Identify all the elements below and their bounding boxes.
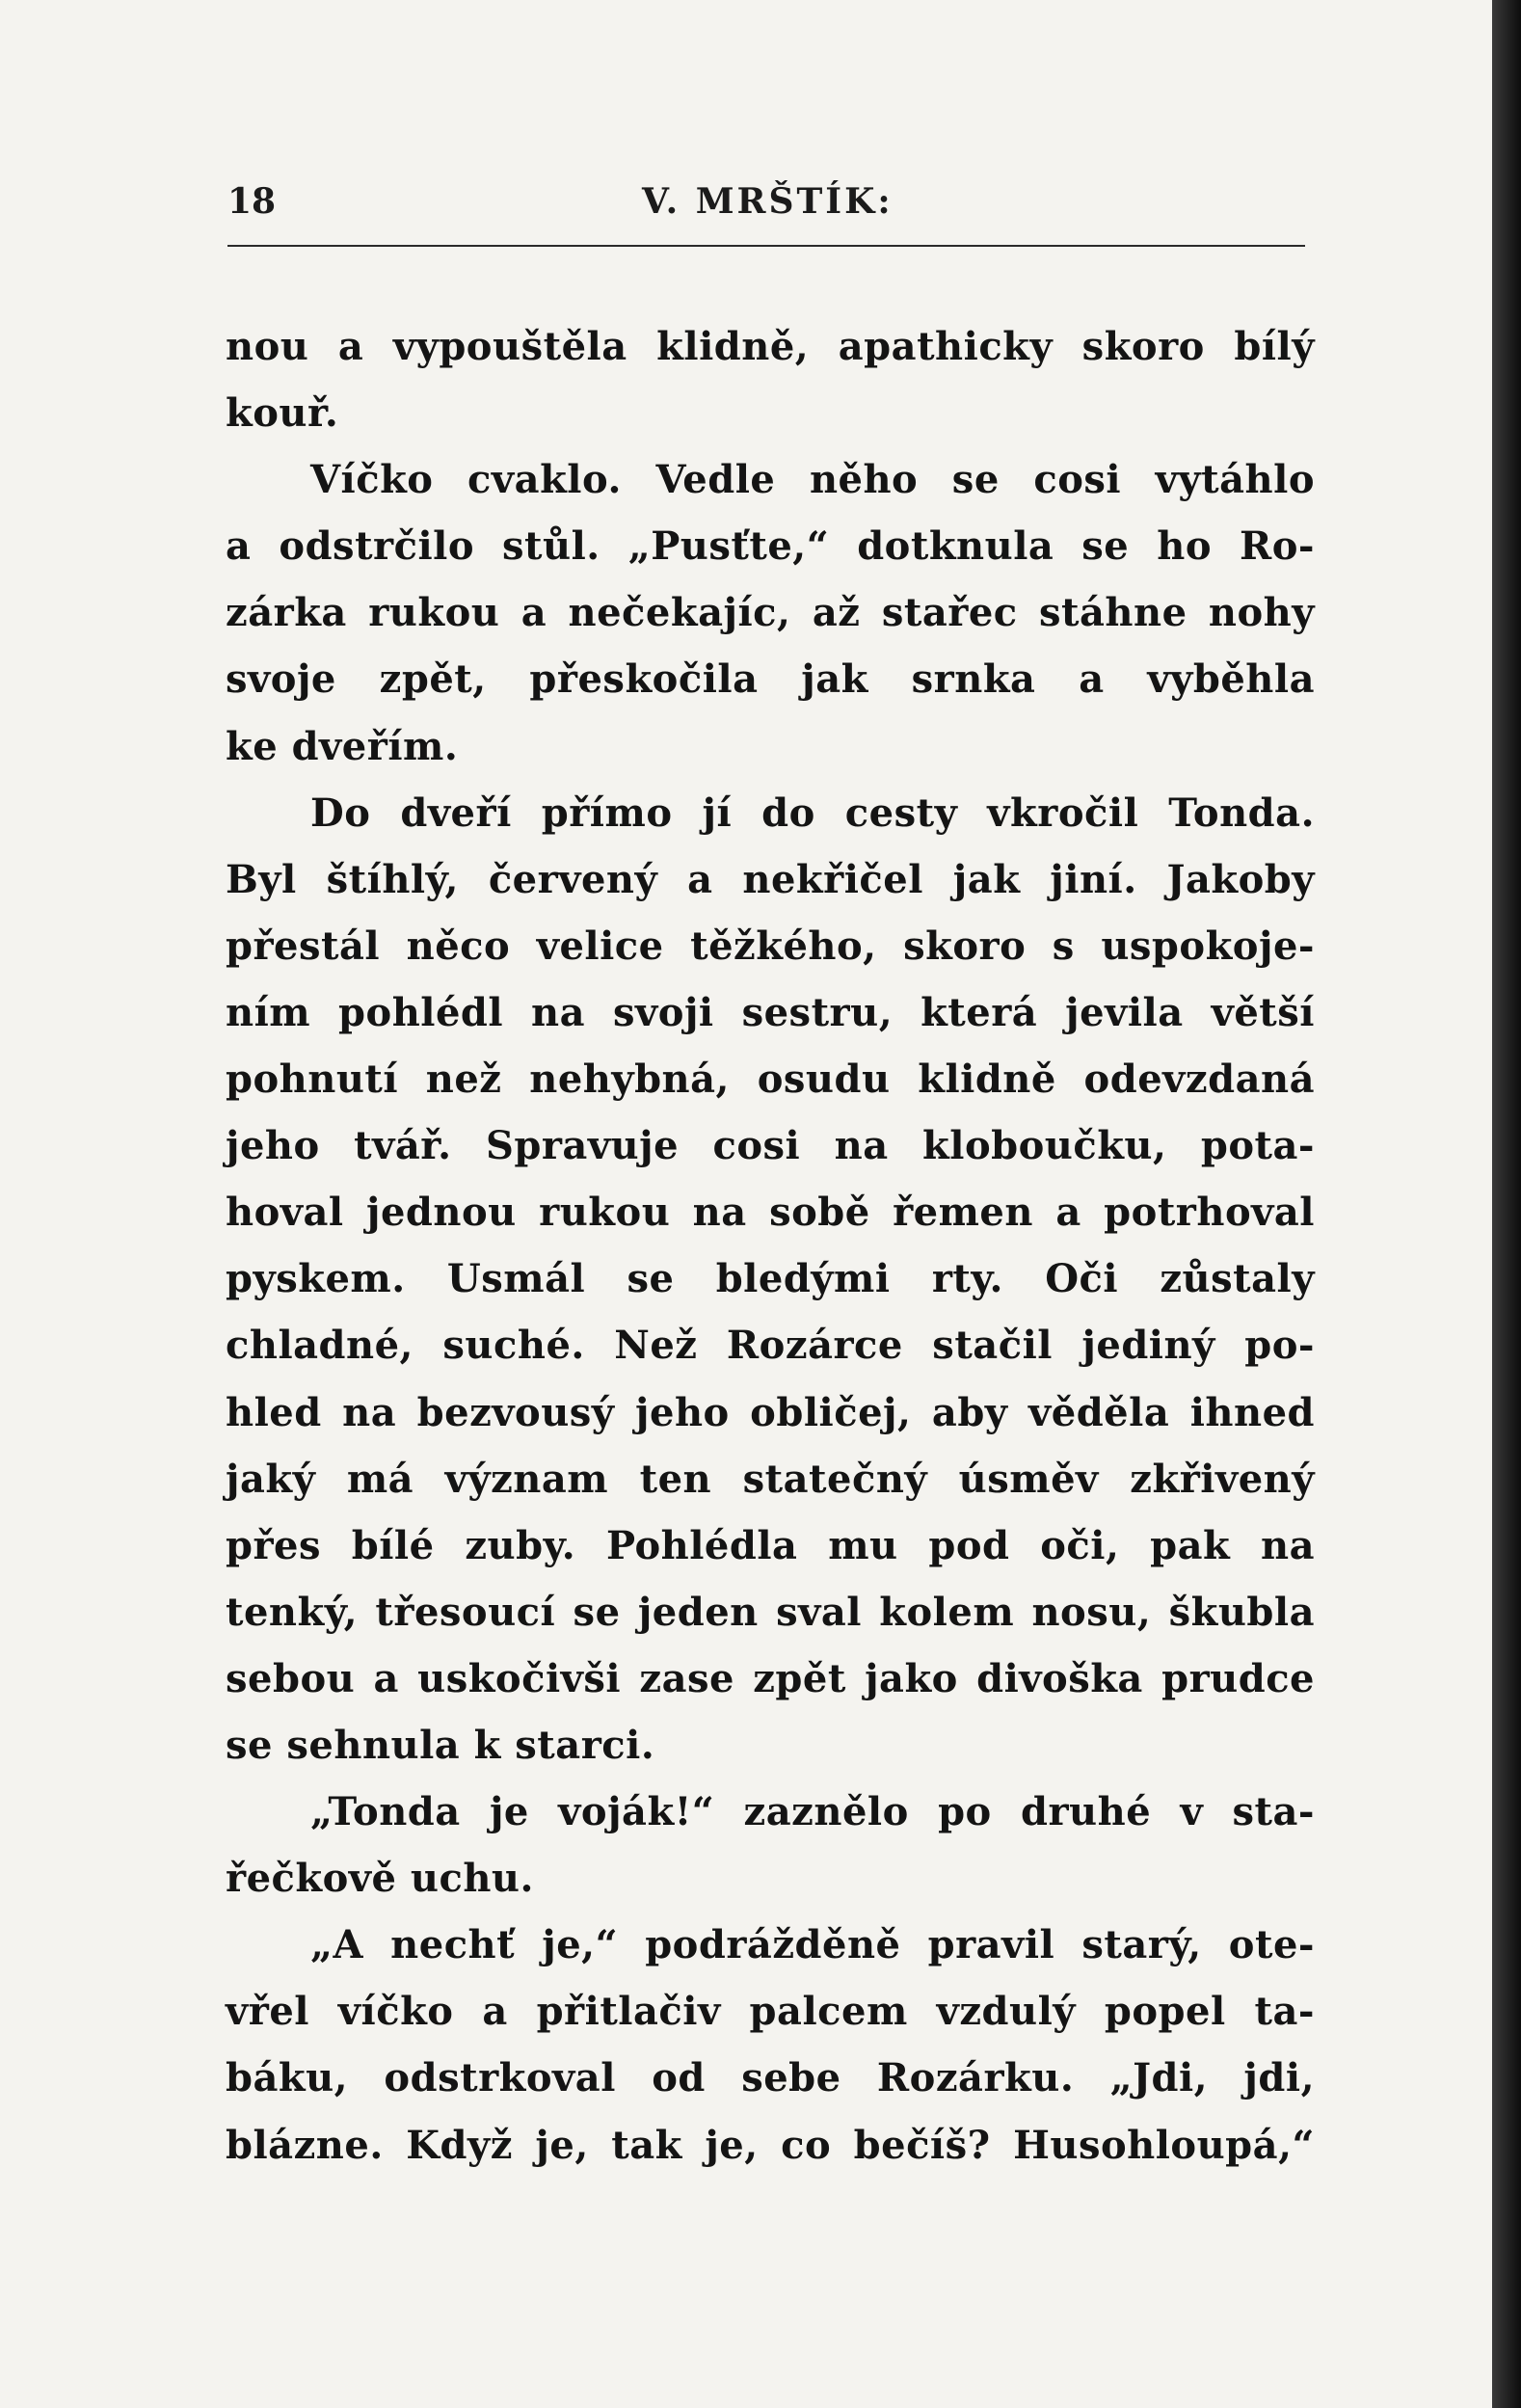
text-line: řečkově uchu.: [226, 1856, 534, 1902]
text-line: Víčko cvaklo. Vedle něho se cosi vytáhlo: [310, 457, 1315, 503]
text-line: jeho tvář. Spravuje cosi na kloboučku, pota-: [226, 1123, 1315, 1169]
text-line: ke dveřím.: [226, 723, 459, 769]
text-line: sebou a uskočivši zase zpět jako divoška prudce: [226, 1655, 1315, 1701]
text-line: „A nechť je,“ podrážděně pravil starý, ote-: [310, 1922, 1315, 1968]
text-line: a odstrčilo stůl. „Pusťte,“ dotknula se ho Ro-: [226, 523, 1315, 570]
body-text: [226, 313, 1315, 2179]
text-line: zárka rukou a nečekajíc, až stařec stáhne nohy: [226, 590, 1315, 636]
text-line: se sehnula k starci.: [226, 1722, 655, 1768]
text-line: báku, odstrkoval od sebe Rozárku. „Jdi, jdi,: [226, 2055, 1315, 2101]
text-line: jaký má význam ten statečný úsměv zkřivený: [226, 1456, 1315, 1502]
text-line: chladné, suché. Než Rozárce stačil jediný po-: [226, 1323, 1315, 1369]
text-line: nou a vypouštěla klidně, apathicky skoro bílý: [226, 324, 1315, 369]
text-line: tenký, třesoucí se jeden sval kolem nosu, škubla: [226, 1589, 1315, 1635]
text-line: pyskem. Usmál se bledými rty. Oči zůstaly: [226, 1256, 1315, 1302]
page-number: 18: [227, 181, 277, 222]
text-line: blázne. Když je, tak je, co bečíš? Husohloupá,“: [226, 2122, 1315, 2168]
text-line: Do dveří přímo jí do cesty vkročil Tonda.: [310, 789, 1315, 836]
text-line: hoval jednou rukou na sobě řemen a potrhoval: [226, 1190, 1315, 1236]
text-line: „Tonda je voják!“ zaznělo po druhé v sta-: [310, 1789, 1315, 1835]
page-edge: [1492, 0, 1521, 2408]
text-line: vřel víčko a přitlačiv palcem vzdulý popel ta-: [226, 1989, 1315, 2035]
header-rule: [227, 245, 1305, 247]
text-line: přes bílé zuby. Pohlédla mu pod oči, pak na: [226, 1522, 1315, 1568]
text-line: Byl štíhlý, červený a nekřičel jak jiní. Jakoby: [226, 856, 1315, 902]
text-line: svoje zpět, přeskočila jak srnka a vyběhla: [226, 656, 1315, 703]
text-line: pohnutí než nehybná, osudu klidně odevzdaná: [226, 1057, 1315, 1103]
text-line: hled na bezvousý jeho obličej, aby věděla ihned: [226, 1389, 1315, 1435]
running-head: V. MRŠTÍK:: [642, 181, 894, 222]
text-line: kouř.: [226, 390, 339, 437]
page-header: [227, 181, 1305, 239]
text-line: ním pohlédl na svoji sestru, která jevila větší: [226, 989, 1315, 1035]
text-line: přestál něco velice těžkého, skoro s uspokoje-: [226, 923, 1315, 969]
